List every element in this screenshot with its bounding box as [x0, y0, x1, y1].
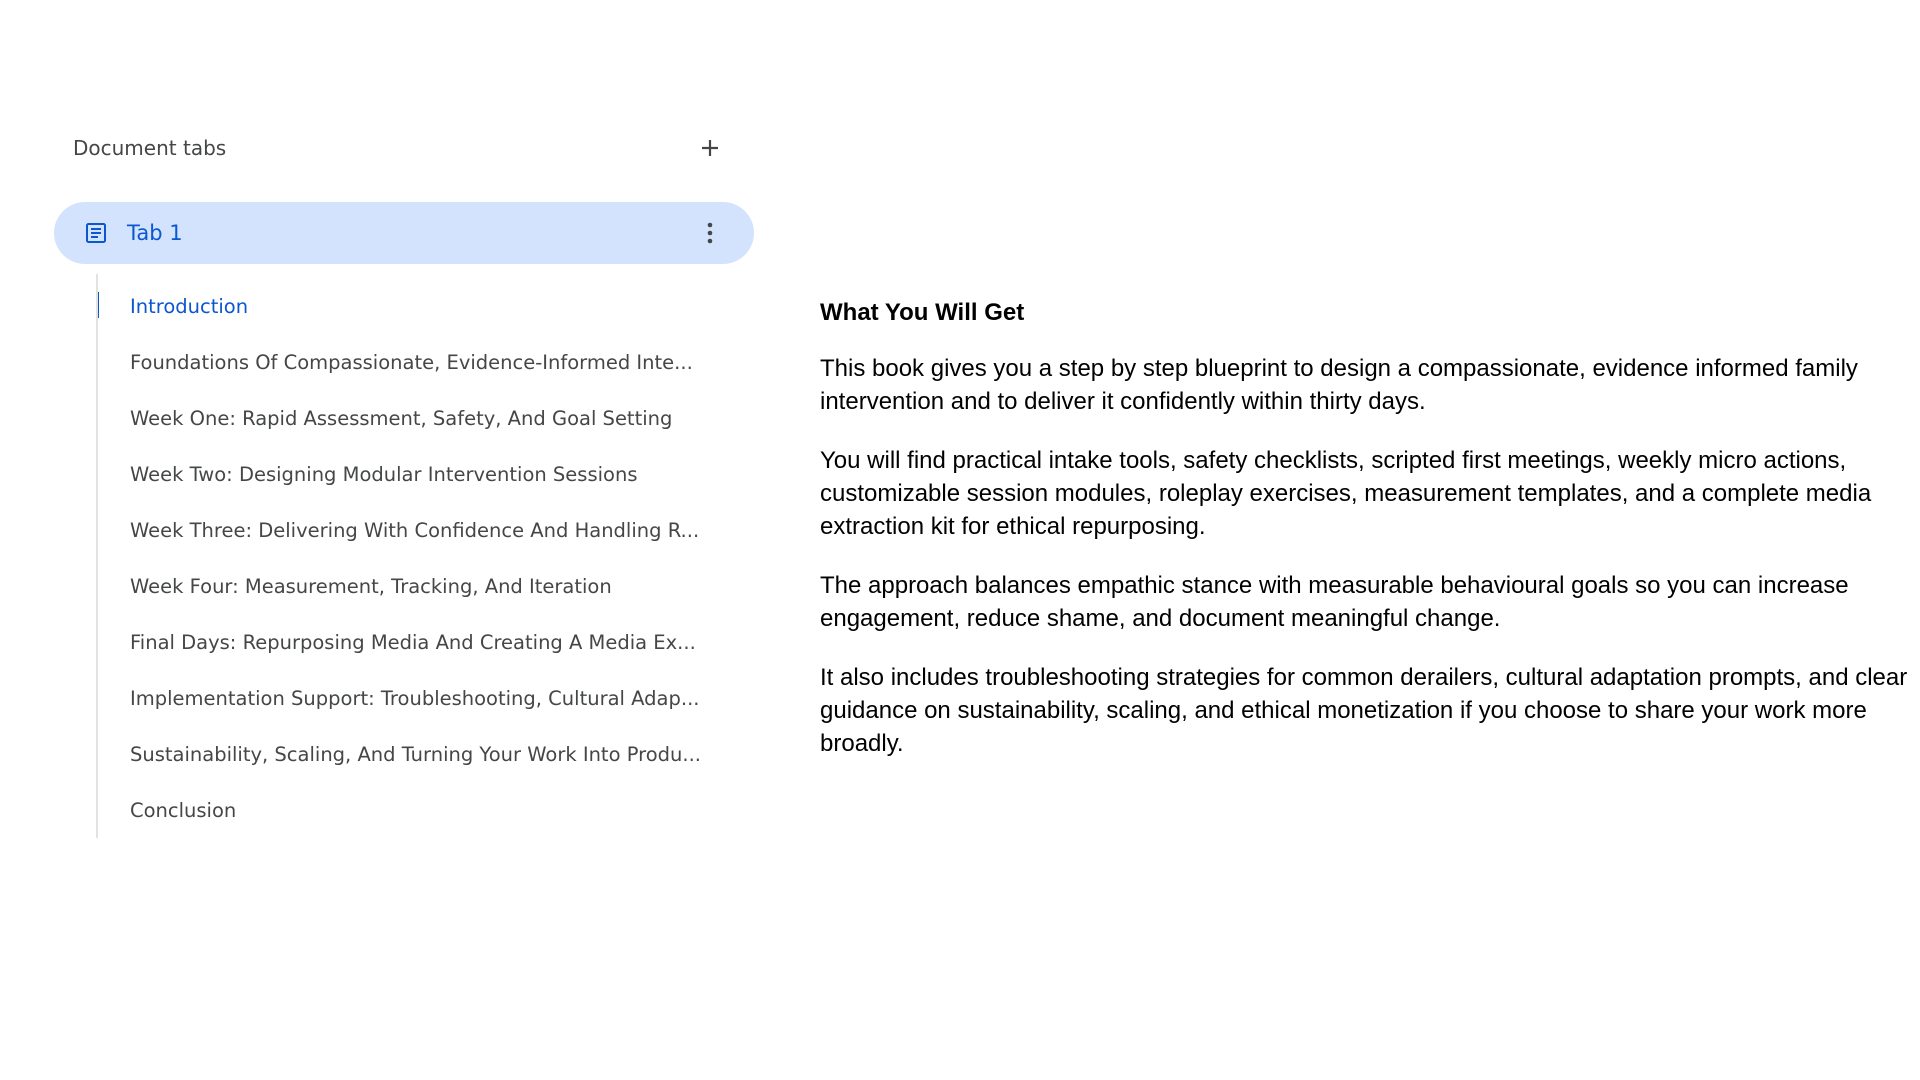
section-heading: What You Will Get — [820, 299, 1025, 326]
plus-icon — [701, 139, 719, 157]
outline-item-introduction[interactable]: Introduction — [98, 278, 710, 334]
body-paragraph: This book gives you a step by step blueprint to design a compassionate, evidence informed family intervention and to deliver it confidently within thirty days. — [820, 355, 1858, 415]
body-paragraph: It also includes troubleshooting strategies for common derailers, cultural adaptation prompts, and clear guidance on sustainability, scaling, and ethical monetization if you choose to share your work more broadly. — [820, 664, 1908, 757]
outline-item-week-four[interactable]: Week Four: Measurement, Tracking, And Iteration — [130, 574, 612, 598]
document-body[interactable] — [820, 296, 1910, 786]
body-paragraph: You will find practical intake tools, safety checklists, scripted first meetings, weekly micro actions, customizable session modules, roleplay exercises, measurement templates, and a complete media extraction kit for ethical repurposing. — [820, 447, 1872, 540]
document-outline — [96, 274, 754, 838]
outline-item-final-days[interactable]: Final Days: Repurposing Media And Creating A Media Ex... — [130, 630, 696, 654]
tab-1[interactable] — [54, 202, 754, 264]
outline-item-week-one[interactable]: Week One: Rapid Assessment, Safety, And Goal Setting — [130, 406, 673, 430]
sidebar-header — [54, 130, 754, 166]
more-vert-icon — [707, 222, 713, 244]
add-tab-button[interactable] — [692, 130, 728, 166]
outline-item-sustainability[interactable]: Sustainability, Scaling, And Turning Your Work Into Produ... — [130, 742, 701, 766]
tab-more-options-button[interactable] — [692, 215, 728, 251]
tab-label: Tab 1 — [127, 221, 183, 245]
outline-item-conclusion[interactable]: Conclusion — [130, 798, 237, 822]
outline-item-implementation-support[interactable]: Implementation Support: Troubleshooting, Cultural Adap... — [130, 686, 700, 710]
body-paragraph: The approach balances empathic stance with measurable behavioural goals so you can increase engagement, reduce shame, and document meaningful change. — [820, 572, 1849, 632]
document-tabs-sidebar — [54, 130, 754, 838]
outline-item-week-three[interactable]: Week Three: Delivering With Confidence And Handling R... — [130, 518, 700, 542]
sidebar-title: Document tabs — [73, 136, 227, 160]
outline-item-foundations[interactable]: Foundations Of Compassionate, Evidence-Informed Inte... — [130, 350, 693, 374]
outline-item-week-two[interactable]: Week Two: Designing Modular Intervention Sessions — [130, 462, 638, 486]
document-icon — [83, 220, 109, 246]
